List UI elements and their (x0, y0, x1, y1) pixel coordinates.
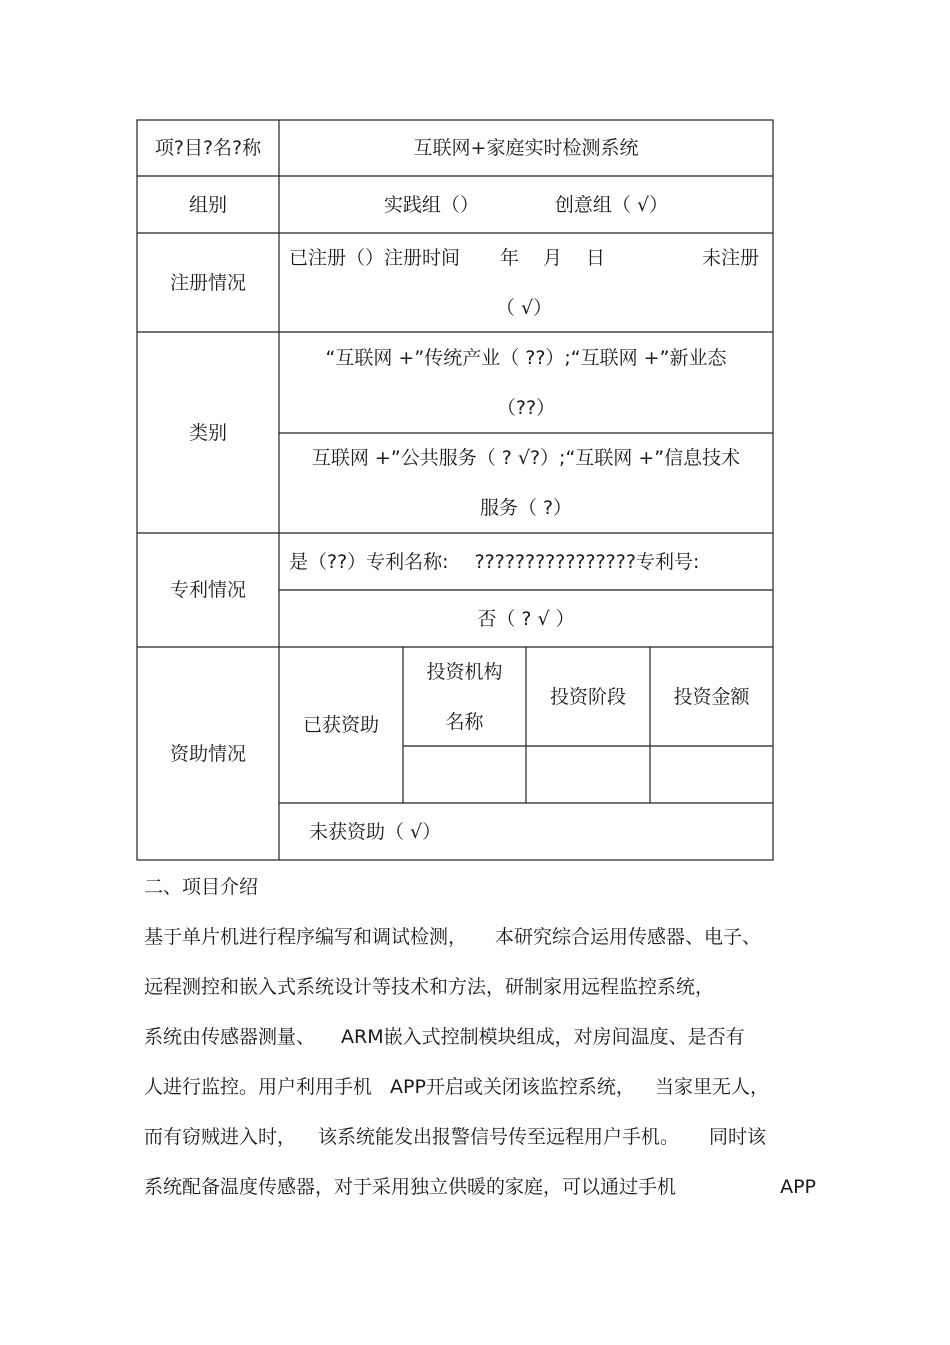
category-traditional: “互联网 +”传统产业（ ??）;“互联网 +”新业态 （??） (325, 346, 727, 419)
registration-unregistered-mark: （ √） (495, 296, 553, 319)
patent-number-label: 专利号: (635, 550, 700, 573)
patent-label: 专利情况 (169, 579, 246, 601)
investor-name-cell (403, 746, 526, 803)
category-label: 类别 (188, 421, 227, 444)
investment-stage-header: 投资阶段 (549, 685, 626, 708)
registration-value (279, 233, 773, 332)
registration-registered: 已注册（）注册时间 (289, 246, 461, 269)
registration-unregistered: 未注册 (701, 246, 759, 269)
intro-paragraph-line: 远程测控和嵌入式系统设计等技术和方法，研制家用远程监控系统， (144, 976, 715, 998)
registration-year: 年 (500, 246, 520, 269)
patent-no-row: 否（ ? √ ） (477, 607, 575, 630)
registration-day: 日 (586, 246, 606, 269)
group-options (279, 176, 773, 233)
investment-amount-cell (650, 746, 773, 803)
project-name-value: 互联网+家庭实时检测系统 (413, 137, 639, 159)
patent-name: ???????????????? (474, 550, 636, 573)
project-name-label: 项?目?名?称 (154, 137, 262, 159)
patent-yes: 是（??）专利名称: (289, 550, 449, 573)
intro-paragraph-line: 人进行监控。用户利用手机 APP开启或关闭该监控系统， 当家里无人， (144, 1076, 769, 1098)
intro-heading: 二、项目介绍 (144, 876, 259, 898)
funded-label: 已获资助 (302, 714, 379, 736)
funding-label: 资助情况 (169, 742, 246, 765)
group-label: 组别 (188, 193, 227, 216)
intro-paragraph-line: 系统由传感器测量、 ARM嵌入式控制模块组成，对房间温度、是否有 (144, 1026, 745, 1048)
group-practice: 实践组（） (383, 193, 479, 216)
investor-name-header: 投资机构 名称 (426, 660, 503, 733)
investment-amount-header: 投资金额 (673, 685, 750, 708)
intro-paragraph-line: 系统配备温度传感器，对于采用独立供暖的家庭，可以通过手机 APP (144, 1176, 816, 1198)
investment-stage-cell (526, 746, 650, 803)
category-public: 互联网 +”公共服务（ ? √?）;“互联网 +”信息技术 服务（ ?） (311, 447, 741, 519)
group-creative: 创意组（ √） (554, 193, 669, 216)
intro-paragraph-line: 而有窃贼进入时， 该系统能发出报警信号传至远程用户手机。 同时该 (144, 1126, 767, 1148)
registration-label: 注册情况 (169, 271, 246, 294)
not-funded-row: 未获资助（ √） (309, 820, 442, 843)
registration-month: 月 (543, 246, 563, 269)
patent-yes-row (279, 533, 773, 590)
intro-paragraph-line: 基于单片机进行程序编写和调试检测， 本研究综合运用传感器、电子、 (144, 926, 762, 948)
